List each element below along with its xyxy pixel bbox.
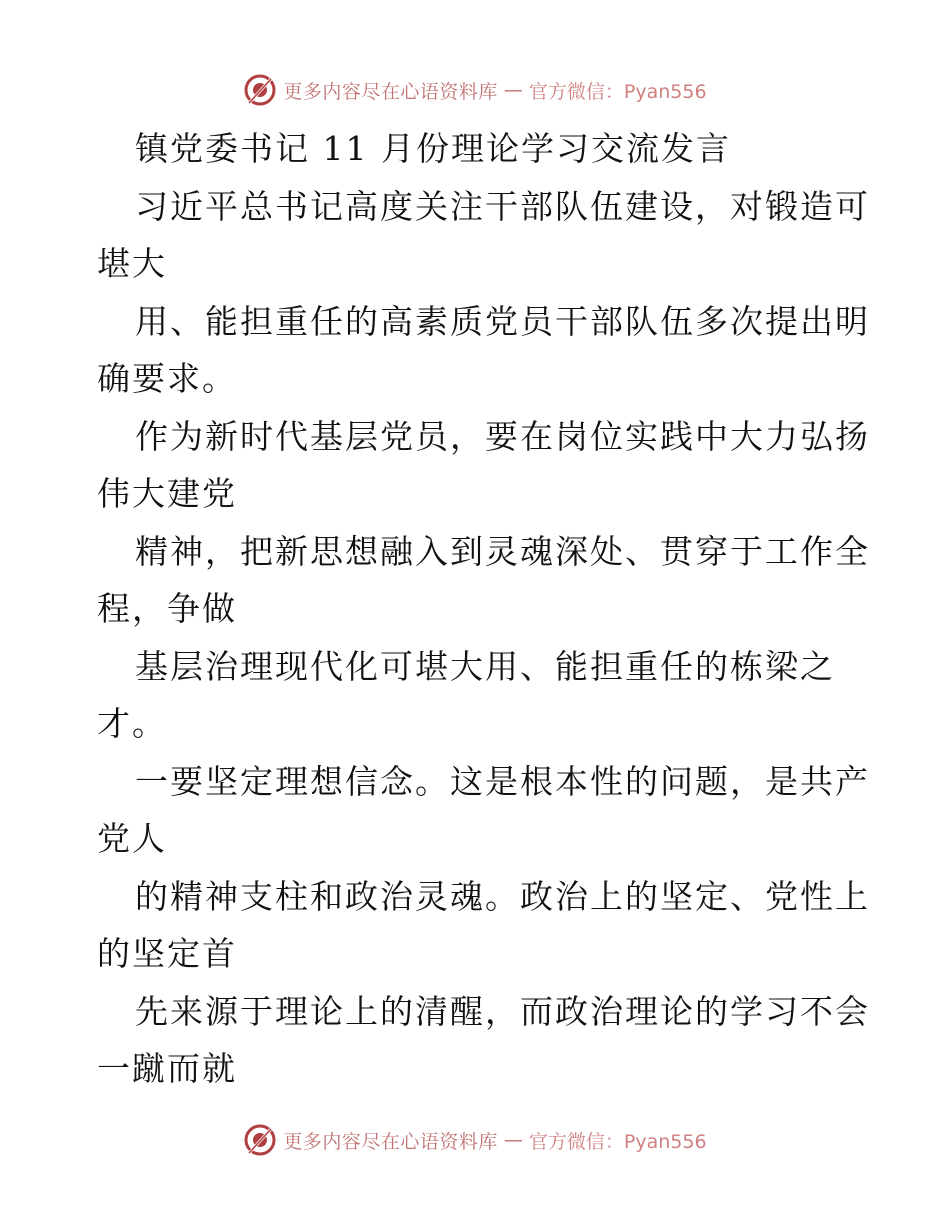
- text-line: 伟大建党: [97, 474, 237, 513]
- text-line: 堪大: [97, 244, 167, 283]
- text-line: 程，争做: [97, 589, 237, 628]
- banner-text: 更多内容尽在心语资料库: [283, 80, 498, 103]
- banner-wechat: 官方微信：Pyan556: [528, 1130, 707, 1153]
- text-line: 用、能担重任的高素质党员干部队伍多次提出明: [135, 301, 870, 341]
- banner-wechat: 官方微信：Pyan556: [528, 80, 707, 103]
- document-body: [97, 120, 870, 1098]
- header-banner: [0, 70, 950, 110]
- text-line: 确要求。: [97, 359, 237, 398]
- text-line: 基层治理现代化可堪大用、能担重任的栋梁之: [135, 646, 835, 686]
- banner-separator: —: [503, 79, 523, 101]
- text-line: 的坚定首: [97, 934, 237, 973]
- banner-text: 更多内容尽在心语资料库: [283, 1130, 498, 1153]
- text-line: 才。: [97, 704, 167, 743]
- text-line: 党人: [97, 819, 167, 858]
- text-line: 一要坚定理想信念。这是根本性的问题，是共产: [135, 761, 870, 801]
- pen-logo-icon: [243, 73, 277, 107]
- text-line: 一蹴而就: [97, 1049, 237, 1088]
- footer-banner: [0, 1120, 950, 1160]
- text-line: 镇党委书记 11 月份理论学习交流发言: [135, 129, 731, 168]
- text-line: 先来源于理论上的清醒，而政治理论的学习不会: [135, 991, 870, 1031]
- banner-separator: —: [503, 1129, 523, 1151]
- text-line: 习近平总书记高度关注干部队伍建设，对锻造可: [135, 186, 870, 226]
- text-line: 的精神支柱和政治灵魂。政治上的坚定、党性上: [135, 876, 870, 916]
- pen-logo-icon: [243, 1123, 277, 1157]
- text-line: 作为新时代基层党员，要在岗位实践中大力弘扬: [135, 416, 870, 456]
- text-line: 精神，把新思想融入到灵魂深处、贯穿于工作全: [135, 531, 870, 571]
